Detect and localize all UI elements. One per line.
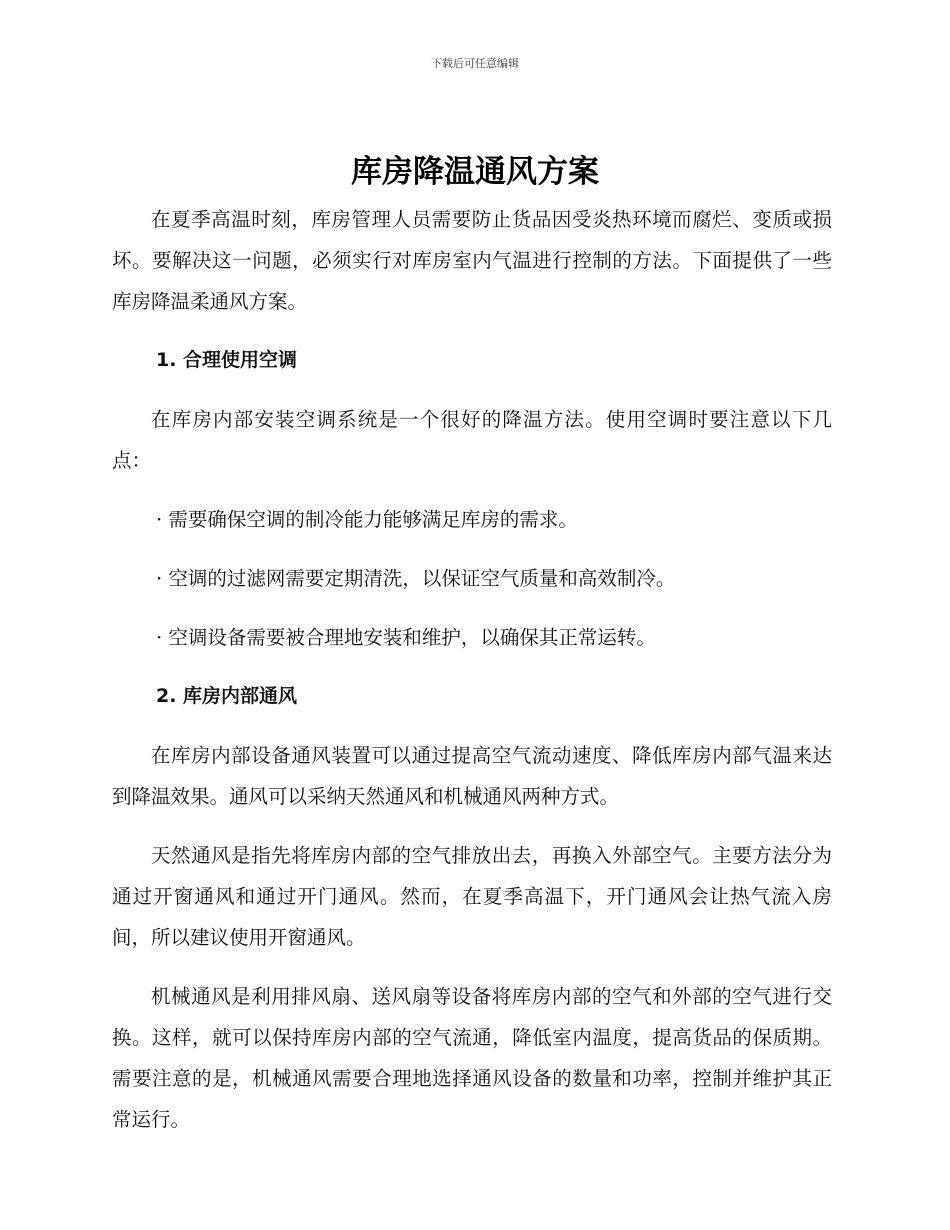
natural-ventilation-paragraph: 天然通风是指先将库房内部的空气排放出去，再换入外部空气。主要方法分为通过开窗通风和通过开门通风。然而，在夏季高温下，开门通风会让热气流入房间，所以建议使用开窗通风。: [112, 844, 832, 949]
section-heading-ventilation: 2. 库房内部通风: [156, 685, 298, 707]
document-title: 库房降温通风方案: [351, 154, 599, 190]
mechanical-ventilation-paragraph: 机械通风是利用排风扇、送风扇等设备将库房内部的空气和外部的空气进行交换。这样，就可以保持库房内部的空气流通，降低室内温度，提高货品的保质期。需要注意的是，机械通风需要合理地选择通风设备的数量和功率，控制并维护其正常运行。: [112, 985, 832, 1131]
bullet-item: · 空调设备需要被合理地安装和维护，以确保其正常运转。: [156, 626, 656, 649]
intro-paragraph: 在夏季高温时刻，库房管理人员需要防止货品因受炎热环境而腐烂、变质或损坏。要解决这一问题，必须实行对库房室内气温进行控制的方法。下面提供了一些库房降温柔通风方案。: [112, 208, 832, 313]
document-body: [112, 199, 832, 1158]
bullet-item: · 需要确保空调的制冷能力能够满足库房的需求。: [156, 508, 578, 531]
header-note: 下载后可任意编辑: [431, 57, 519, 70]
section2-paragraph: 在库房内部设备通风装置可以通过提高空气流动速度、降低库房内部气温来达到降温效果。通风可以采纳天然通风和机械通风两种方式。: [112, 744, 832, 808]
section1-paragraph: 在库房内部安装空调系统是一个很好的降温方法。使用空调时要注意以下几点：: [112, 408, 832, 472]
bullet-item: · 空调的过滤网需要定期清洗，以保证空气质量和高效制冷。: [156, 567, 676, 590]
section-heading-air-conditioning: 1. 合理使用空调: [156, 349, 298, 371]
